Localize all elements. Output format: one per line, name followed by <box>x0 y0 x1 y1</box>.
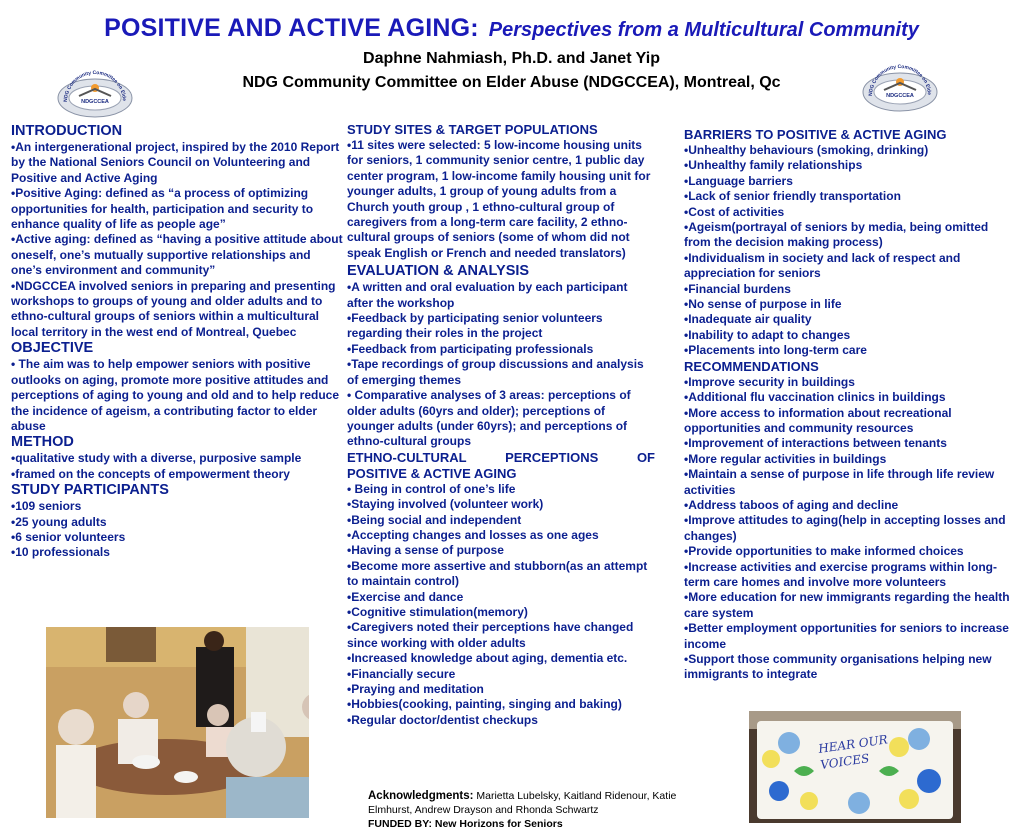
method-heading: METHOD <box>11 434 74 451</box>
list-item: •Being social and independent <box>347 512 522 527</box>
list-item: •Regular doctor/dentist checkups <box>347 712 538 727</box>
list-item: •A written and oral evaluation by each participant after the workshop <box>347 280 628 310</box>
list-item: •Improvement of interactions between tenants <box>684 436 947 451</box>
list-item: •Increased knowledge about aging, dementia etc. <box>347 651 628 666</box>
list-item: •Financial burdens <box>684 281 791 296</box>
acknowledgments-names: Marietta Lubelsky, Kaitland Ridenour, Katie Elmhurst, Andrew Drayson and Rhonda Schwartz <box>368 790 677 816</box>
cake-photo <box>749 711 961 823</box>
svg-text:VOICES: VOICES <box>819 751 871 772</box>
list-item: •Improve security in buildings <box>684 374 855 389</box>
list-item: •More regular activities in buildings <box>684 451 887 466</box>
list-item: • The aim was to help empower seniors with positive outlooks on aging, promote more positive attitudes and perceptions of aging to young and old and to help reduce the incidence of ageism, a contributing factor to elder abuse <box>11 357 340 433</box>
authors: Daphne Nahmiash, Ph.D. and Janet Yip <box>363 50 660 67</box>
list-item: •Provide opportunities to make informed choices <box>684 544 964 559</box>
list-item: •Maintain a sense of purpose in life through life review activities <box>684 467 995 497</box>
list-item: •Caregivers noted their perceptions have changed since working with older adults <box>347 620 634 650</box>
list-item: •An intergenerational project, inspired by the 2010 Report by the National Seniors Council on Volunteering and Positive and Active Aging <box>11 140 340 185</box>
perceptions-heading: ETHNO-CULTURAL PERCEPTIONS OF <box>347 449 655 465</box>
list-item: •Unhealthy behaviours (smoking, drinking) <box>684 143 929 157</box>
list-item: •Inadequate air quality <box>684 312 812 327</box>
column-middle <box>347 122 655 728</box>
list-item: •Financially secure <box>347 666 456 681</box>
list-item: •Praying and meditation <box>347 682 484 696</box>
list-item: •NDGCCEA involved seniors in preparing and presenting workshops to groups of young and older adults and to ethno-cultural groups of seniors within a multicultural local territory in the west end of Montreal, Quebec <box>11 278 336 339</box>
list-item: •Language barriers <box>684 173 793 188</box>
svg-text:NDGCCEA: NDGCCEA <box>886 93 914 99</box>
list-item: •framed on the concepts of empowerment theory <box>11 466 290 481</box>
list-item: •Individualism in society and lack of respect and appreciation for seniors <box>684 250 961 281</box>
list-item: •6 senior volunteers <box>11 529 126 544</box>
list-item: •Staying involved (volunteer work) <box>347 497 544 512</box>
list-item: •Ageism(portrayal of seniors by media, being omitted from the decision making process) <box>684 220 989 250</box>
list-item: • Comparative analyses of 3 areas: perceptions of older adults (60yrs and older); perceptions of younger adults (under 60yrs); and perceptions of ethno-cultural groups <box>347 388 631 449</box>
list-item: •Cognitive stimulation(memory) <box>347 604 528 619</box>
list-item: •Accepting changes and losses as one ages <box>347 527 599 542</box>
list-item: •Lack of senior friendly transportation <box>684 189 901 204</box>
ndgccea-logo <box>55 58 135 118</box>
title-subtitle: Perspectives from a Multicultural Community <box>488 19 919 41</box>
list-item: •Support those community organisations helping new immigrants to integrate <box>684 652 992 682</box>
list-item: •Unhealthy family relationships <box>684 158 863 173</box>
list-item: •Inability to adapt to changes <box>684 327 851 342</box>
list-item: •Feedback by participating senior volunteers regarding their roles in the project <box>347 311 603 341</box>
list-item: •More education for new immigrants regarding the health care system <box>684 590 1010 620</box>
participants-heading: STUDY PARTICIPANTS <box>11 482 169 499</box>
svg-text:NDG Community Committee on Eld: NDG Community Committee on Elde <box>62 69 128 103</box>
list-item: •qualitative study with a diverse, purposive sample <box>11 451 302 466</box>
list-item: •10 professionals <box>11 545 110 560</box>
svg-text:NDG Community Committee on Eld: NDG Community Committee on Elde <box>867 63 933 97</box>
objective-heading: OBJECTIVE <box>11 340 94 357</box>
ndgccea-logo <box>860 52 940 112</box>
list-item: •Improve attitudes to aging(help in accepting losses and changes) <box>684 513 1006 543</box>
barriers-heading: BARRIERS TO POSITIVE & ACTIVE AGING <box>684 127 947 142</box>
list-item: •Positive Aging: defined as “a process of optimizing opportunities for health, participation and security to enhance quality of life as people age” <box>11 186 314 232</box>
list-item: •Tape recordings of group discussions and analysis of emerging themes <box>347 357 644 387</box>
list-item: •Hobbies(cooking, painting, singing and baking) <box>347 697 622 712</box>
poster-title <box>0 14 1023 43</box>
list-item: •More access to information about recreational opportunities and community resources <box>684 405 952 435</box>
workshop-photo <box>46 627 309 818</box>
list-item: •Feedback from participating professionals <box>347 341 594 356</box>
list-item: •Address taboos of aging and decline <box>684 497 899 512</box>
list-item: •No sense of purpose in life <box>684 297 842 312</box>
list-item: •Become more assertive and stubborn(as an attempt to maintain control) <box>347 558 648 589</box>
list-item: •Placements into long-term care <box>684 343 867 358</box>
evaluation-heading: EVALUATION & ANALYSIS <box>347 263 530 280</box>
column-right <box>684 127 1010 683</box>
organization: NDG Community Committee on Elder Abuse (NDGCCEA), Montreal, Qc <box>242 74 781 91</box>
perceptions-heading-line2: POSITIVE & ACTIVE AGING <box>347 465 517 481</box>
svg-text:NDGCCEA: NDGCCEA <box>81 99 109 105</box>
funded-by: FUNDED BY: New Horizons for Seniors <box>368 818 563 830</box>
acknowledgments-label: Acknowledgments: <box>368 790 474 802</box>
title-main: POSITIVE AND ACTIVE AGING: <box>104 14 479 42</box>
list-item: •11 sites were selected: 5 low-income housing units for seniors, 1 community senior centre, 1 public day center program, 1 low-income family housing unit for younger adults, 1 group of young adults from a Church youth group , 1 ethno-cultural group of caregivers from a long-term care facility, 2 ethno-cultural groups of seniors (some of whom did not speak English or French and needed translators) <box>347 138 651 260</box>
list-item: •109 seniors <box>11 499 82 514</box>
study-sites-heading: STUDY SITES & TARGET POPULATIONS <box>347 122 598 137</box>
list-item: •Cost of activities <box>684 204 785 219</box>
list-item: •Additional flu vaccination clinics in buildings <box>684 390 946 405</box>
list-item: •Having a sense of purpose <box>347 543 504 558</box>
svg-text:HEAR OUR: HEAR OUR <box>817 732 889 756</box>
list-item: • Being in control of one’s life <box>347 481 516 496</box>
introduction-heading: INTRODUCTION <box>11 123 123 139</box>
list-item: •Exercise and dance <box>347 589 464 604</box>
column-left <box>11 123 343 561</box>
recommendations-heading: RECOMMENDATIONS <box>684 358 819 374</box>
list-item: •25 young adults <box>11 514 107 529</box>
acknowledgments <box>368 789 708 831</box>
list-item: •Better employment opportunities for seniors to increase income <box>684 621 1009 651</box>
list-item: •Active aging: defined as “having a positive attitude about oneself, one’s mutually supportive relationships and one’s environment and community” <box>11 232 343 278</box>
list-item: •Increase activities and exercise programs within long-term care homes and involve more volunteers <box>684 559 997 589</box>
